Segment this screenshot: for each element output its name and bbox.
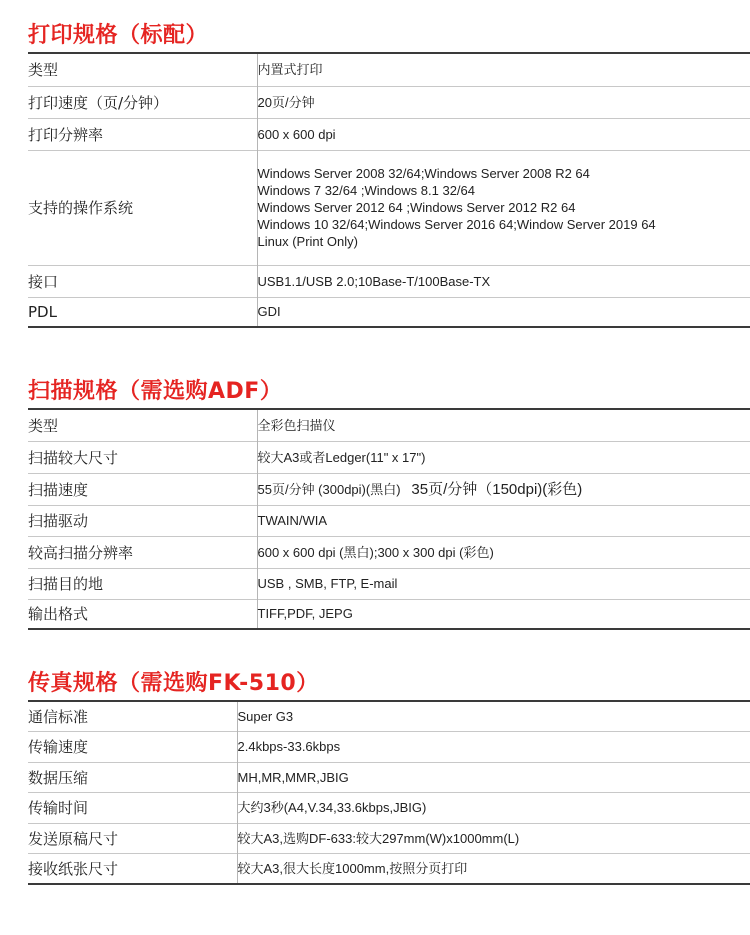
fax-spec-table (28, 700, 750, 885)
scan-speed-mono: 55页/分钟 (300dpi)(黑白) (257, 481, 401, 497)
os-line: Windows Server 2012 64 ;Windows Server 2012 R2 64 (257, 200, 576, 215)
row-value: 较大A3,很大长度1000mm,按照分页打印 (237, 860, 468, 876)
row-value: USB , SMB, FTP, E-mail (257, 576, 398, 591)
table-row (28, 536, 750, 568)
table-row (28, 441, 750, 473)
table-row (28, 409, 750, 441)
table-row (28, 853, 750, 884)
row-value: 20页/分钟 (257, 94, 315, 110)
row-label: 接口 (28, 265, 257, 297)
table-row (28, 118, 750, 150)
table-row (28, 505, 750, 536)
row-value: 2.4kbps-33.6kbps (237, 739, 341, 754)
row-value: 大约3秒(A4,V.34,33.6kbps,JBIG) (237, 800, 427, 815)
table-row (28, 762, 750, 792)
row-value: 全彩色扫描仪 (257, 417, 336, 433)
table-row (28, 701, 750, 731)
scan-section-title: 扫描规格（需选购ADF） (28, 379, 283, 404)
table-row (28, 150, 750, 265)
scan-speed-color: 35页/分钟（150dpi)(彩色) (411, 480, 583, 498)
row-label: 支持的操作系统 (28, 150, 257, 265)
print-section-title: 打印规格（标配） (28, 23, 209, 48)
row-label: 类型 (28, 53, 257, 86)
row-label: 通信标准 (28, 701, 237, 731)
row-label: 扫描目的地 (28, 568, 257, 599)
table-row (28, 297, 750, 327)
row-label: 较高扫描分辨率 (28, 536, 257, 568)
row-label: 扫描较大尺寸 (28, 441, 257, 473)
row-label: PDL (28, 297, 257, 327)
table-row (28, 568, 750, 599)
table-row (28, 599, 750, 629)
os-line: Windows 10 32/64;Windows Server 2016 64;Window Server 2019 64 (257, 217, 656, 232)
row-label: 传输速度 (28, 731, 237, 762)
os-line: Windows 7 32/64 ;Windows 8.1 32/64 (257, 183, 476, 198)
row-value: 600 x 600 dpi (257, 126, 336, 142)
row-value: GDI (257, 304, 281, 320)
table-row (28, 86, 750, 118)
row-label: 类型 (28, 409, 257, 441)
row-value: TWAIN/WIA (257, 513, 328, 528)
row-value: 600 x 600 dpi (黑白);300 x 300 dpi (彩色) (257, 544, 494, 560)
table-row (28, 792, 750, 823)
row-label: 发送原稿尺寸 (28, 823, 237, 853)
row-label: 打印速度（页/分钟） (28, 86, 257, 118)
scan-spec-table (28, 408, 750, 630)
row-label: 打印分辨率 (28, 118, 257, 150)
table-row (28, 731, 750, 762)
os-line: Linux (Print Only) (257, 234, 358, 249)
os-list (257, 150, 750, 265)
row-value: TIFF,PDF, JEPG (257, 606, 353, 622)
row-value: Super G3 (237, 708, 294, 724)
row-label: 输出格式 (28, 599, 257, 629)
row-value: 内置式打印 (257, 62, 323, 78)
row-label: 传输时间 (28, 792, 237, 823)
row-label: 接收纸张尺寸 (28, 853, 237, 884)
row-value: USB1.1/USB 2.0;10Base-T/100Base-TX (257, 273, 491, 289)
table-row (28, 265, 750, 297)
row-value: MH,MR,MMR,JBIG (237, 769, 349, 785)
row-value: 较大A3,选购DF-633:较大297mm(W)x1000mm(L) (237, 830, 520, 846)
fax-section-title: 传真规格（需选购FK-510） (28, 671, 319, 696)
table-row (28, 473, 750, 505)
table-row (28, 53, 750, 86)
row-label: 数据压缩 (28, 762, 237, 792)
os-line: Windows Server 2008 32/64;Windows Server 2008 R2 64 (257, 166, 590, 181)
print-spec-table (28, 52, 750, 328)
row-label: 扫描驱动 (28, 505, 257, 536)
table-row (28, 823, 750, 853)
row-value: 较大A3或者Ledger(11" x 17") (257, 449, 426, 465)
row-label: 扫描速度 (28, 473, 257, 505)
row-value (257, 473, 750, 505)
